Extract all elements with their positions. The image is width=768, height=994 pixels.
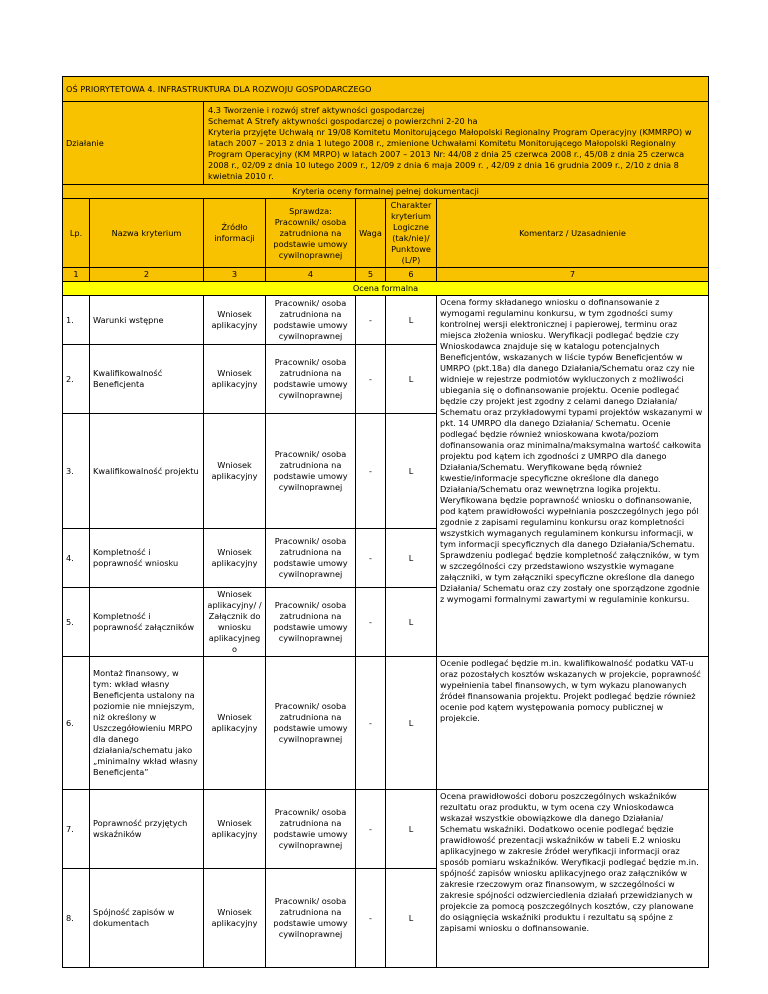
row-source: Wniosek aplikacyjny [204, 414, 266, 529]
row-weight: - [356, 790, 386, 869]
row-lp: 5. [63, 588, 90, 657]
row-name: Montaż finansowy, w tym: wkład własny Beneficjenta ustalony na poziomie nie mniejszym, niż określony w Uszczegółowieniu MRPO dla danego działania/schematu jako „minimalny wkład własny Beneficjenta” [90, 657, 204, 790]
row-type: L [386, 790, 437, 869]
col-number: 5 [356, 268, 386, 282]
row-checker: Pracownik/ osoba zatrudniona na podstawie umowy cywilnoprawnej [266, 414, 356, 529]
column-numbers-row [63, 268, 709, 282]
comment-rows-7-8: Ocena prawidłowości doboru poszczególnych wskaźników rezultatu oraz produktu, w tym ocena czy Wnioskodawca wskazał wszystkie obowiązkowe dla danego Działania/ Schematu wskaźniki. Dodatkowo ocenie podlegać będzie prawidłowość prezentacji wskaźników w tabeli E.2 wniosku aplikacyjnego w zakresie źródeł weryfikacji informacji oraz sposób pomiaru wskaźników. Weryfikacji podlegać będzie m.in. spójność zapisów wniosku aplikacyjnego oraz załączników w zakresie rzeczowym oraz finansowym, w szczególności w zakresie spójności odzwierciedlenia działań przewidzianych w projekcie za pomocą poszczególnych kosztów, czy planowane do osiągnięcia wskaźniki produktu i rezultatu są spójne z zapisami wniosku o dofinansowanie. [437, 790, 709, 968]
priority-axis-row [63, 77, 709, 102]
section-row [63, 282, 709, 296]
row-checker: Pracownik/ osoba zatrudniona na podstawie umowy cywilnoprawnej [266, 296, 356, 345]
row-type: L [386, 345, 437, 414]
row-type: L [386, 588, 437, 657]
criteria-title: Kryteria oceny formalnej pełnej dokumentacji [63, 185, 709, 199]
col-number: 4 [266, 268, 356, 282]
row-lp: 2. [63, 345, 90, 414]
row-lp: 6. [63, 657, 90, 790]
comment-row-6: Ocenie podlegać będzie m.in. kwalifikowalność podatku VAT-u oraz pozostałych kosztów wskazanych w projekcie, poprawność wypełnienia tabel finansowych, w tym wykazu planowanych źródeł finansowania projektu. Projekt podlegać będzie również ocenie pod kątem występowania pomocy publicznej w projekcie. [437, 657, 709, 790]
row-name: Spójność zapisów w dokumentach [90, 869, 204, 968]
col-number: 2 [90, 268, 204, 282]
dzialanie-line: Kryteria przyjęte Uchwałą nr 19/08 Komitetu Monitorującego Małopolski Regionalny Program Operacyjny (KMMRPO) w latach 2007 – 2013 z dnia 1 lutego 2008 r., zmienione Uchwałami Komitetu Monitorującego Małopolski Regionalny Program Operacyjny (KM MRPO) w latach 2007 – 2013 Nr: 44/08 z dnia 25 czerwca 2008 r., 45/08 z dnia 25 czerwca 2008 r., 02/09 z dnia 10 lutego 2009 r., 12/09 z dnia 6 maja 2009 r. , 42/09 z dnia 16 grudnia 2009 r., 2/10 z dnia 8 kwietnia 2010 r. [208, 126, 692, 181]
col-number: 3 [204, 268, 266, 282]
dzialanie-line: Schemat A Strefy aktywności gospodarczej o powierzchni 2-20 ha [208, 115, 478, 126]
row-weight: - [356, 657, 386, 790]
header-komentarz: Komentarz / Uzasadnienie [437, 199, 709, 268]
row-name: Kompletność i poprawność załączników [90, 588, 204, 657]
header-nazwa: Nazwa kryterium [90, 199, 204, 268]
header-sprawdza: Sprawdza: Pracownik/ osoba zatrudniona na podstawie umowy cywilnoprawnej [266, 199, 356, 268]
col-number: 1 [63, 268, 90, 282]
col-number: 7 [437, 268, 709, 282]
criteria-document [62, 76, 708, 968]
row-name: Kwalifikowalność projektu [90, 414, 204, 529]
row-source: Wniosek aplikacyjny [204, 345, 266, 414]
row-lp: 4. [63, 529, 90, 588]
header-charakter: Charakter kryterium Logiczne (tak/nie)/ Punktowe (L/P) [386, 199, 437, 268]
header-lp: Lp. [63, 199, 90, 268]
header-row [63, 199, 709, 268]
row-checker: Pracownik/ osoba zatrudniona na podstawie umowy cywilnoprawnej [266, 345, 356, 414]
priority-axis-title: OŚ PRIORYTETOWA 4. INFRASTRUKTURA DLA ROZWOJU GOSPODARCZEGO [63, 77, 709, 102]
dzialanie-row [63, 102, 709, 185]
criteria-table [62, 76, 709, 968]
col-number: 6 [386, 268, 437, 282]
table-row [63, 790, 709, 869]
row-source: Wniosek aplikacyjny [204, 657, 266, 790]
row-checker: Pracownik/ osoba zatrudniona na podstawie umowy cywilnoprawnej [266, 869, 356, 968]
row-weight: - [356, 345, 386, 414]
row-checker: Pracownik/ osoba zatrudniona na podstawie umowy cywilnoprawnej [266, 529, 356, 588]
row-lp: 8. [63, 869, 90, 968]
row-lp: 1. [63, 296, 90, 345]
row-weight: - [356, 588, 386, 657]
header-zrodlo: Źródło informacji [204, 199, 266, 268]
row-source: Wniosek aplikacyjny [204, 869, 266, 968]
row-checker: Pracownik/ osoba zatrudniona na podstawie umowy cywilnoprawnej [266, 657, 356, 790]
table-row [63, 657, 709, 790]
row-weight: - [356, 414, 386, 529]
row-type: L [386, 657, 437, 790]
row-lp: 3. [63, 414, 90, 529]
row-type: L [386, 296, 437, 345]
header-waga: Waga [356, 199, 386, 268]
row-source: Wniosek aplikacyjny [204, 790, 266, 869]
criteria-title-row [63, 185, 709, 199]
row-name: Kwalifikowalność Beneficjenta [90, 345, 204, 414]
dzialanie-line: 4.3 Tworzenie i rozwój stref aktywności gospodarczej [208, 104, 425, 115]
row-checker: Pracownik/ osoba zatrudniona na podstawie umowy cywilnoprawnej [266, 588, 356, 657]
row-source: Wniosek aplikacyjny/ / Załącznik do wniosku aplikacyjneg o [204, 588, 266, 657]
row-weight: - [356, 296, 386, 345]
row-name: Warunki wstępne [90, 296, 204, 345]
row-name: Poprawność przyjętych wskaźników [90, 790, 204, 869]
row-lp: 7. [63, 790, 90, 869]
comment-rows-1-5: Ocena formy składanego wniosku o dofinansowanie z wymogami regulaminu konkursu, w tym zgodności sumy kontrolnej wersji elektronicznej i papierowej, terminu oraz miejsca złożenia wniosku. Weryfikacji podlegać będzie czy Wnioskodawca znajduje się w katalogu potencjalnych Beneficjentów, wskazanych w liście typów Beneficjentów w UMRPO (pkt.18a) dla danego Działania/Schematu oraz czy nie widnieje w rejestrze podmiotów wykluczonych z możliwości ubiegania się o dofinansowanie projektu. Ocenie podlegać będzie czy projekt jest zgodny z celami danego Działania/ Schematu oraz przykładowymi typami projektów wskazanymi w pkt. 14 UMRPO dla danego Działania/ Schematu. Ocenie podlegać będzie również wnioskowana kwota/poziom dofinansowania oraz minimalna/maksymalna wartość całkowita projektu pod kątem ich zgodności z UMRPO dla danego Działania/Schematu. Weryfikowane będą również kwestie/informacje specyficzne określone dla danego Działania/Schematu oraz wewnętrzna logika projektu. Weryfikowana będzie poprawność wniosku o dofinansowanie, pod kątem prawidłowości wypełniania poszczególnych jego pól zgodnie z zapisami regulaminu konkursu oraz kompletności wszystkich wymaganych regulaminem konkursu informacji, w tym informacji specyficznych dla danego Działania/Schematu. Sprawdzeniu podlegać będzie kompletność załączników, w tym w szczególności czy przedstawiono wszystkie wymagane załączniki, w tym załączniki specyficzne określone dla danego Działania/ Schematu oraz czy zostały one sporządzone zgodnie z wymogami formalnymi zawartymi w regulaminie konkursu. [437, 296, 709, 657]
table-row [63, 296, 709, 345]
row-checker: Pracownik/ osoba zatrudniona na podstawie umowy cywilnoprawnej [266, 790, 356, 869]
row-type: L [386, 414, 437, 529]
row-type: L [386, 869, 437, 968]
dzialanie-label: Działanie [63, 102, 204, 185]
row-name: Kompletność i poprawność wniosku [90, 529, 204, 588]
row-type: L [386, 529, 437, 588]
row-weight: - [356, 869, 386, 968]
section-title: Ocena formalna [63, 282, 709, 296]
row-source: Wniosek aplikacyjny [204, 529, 266, 588]
row-weight: - [356, 529, 386, 588]
row-source: Wniosek aplikacyjny [204, 296, 266, 345]
dzialanie-content [204, 102, 709, 185]
